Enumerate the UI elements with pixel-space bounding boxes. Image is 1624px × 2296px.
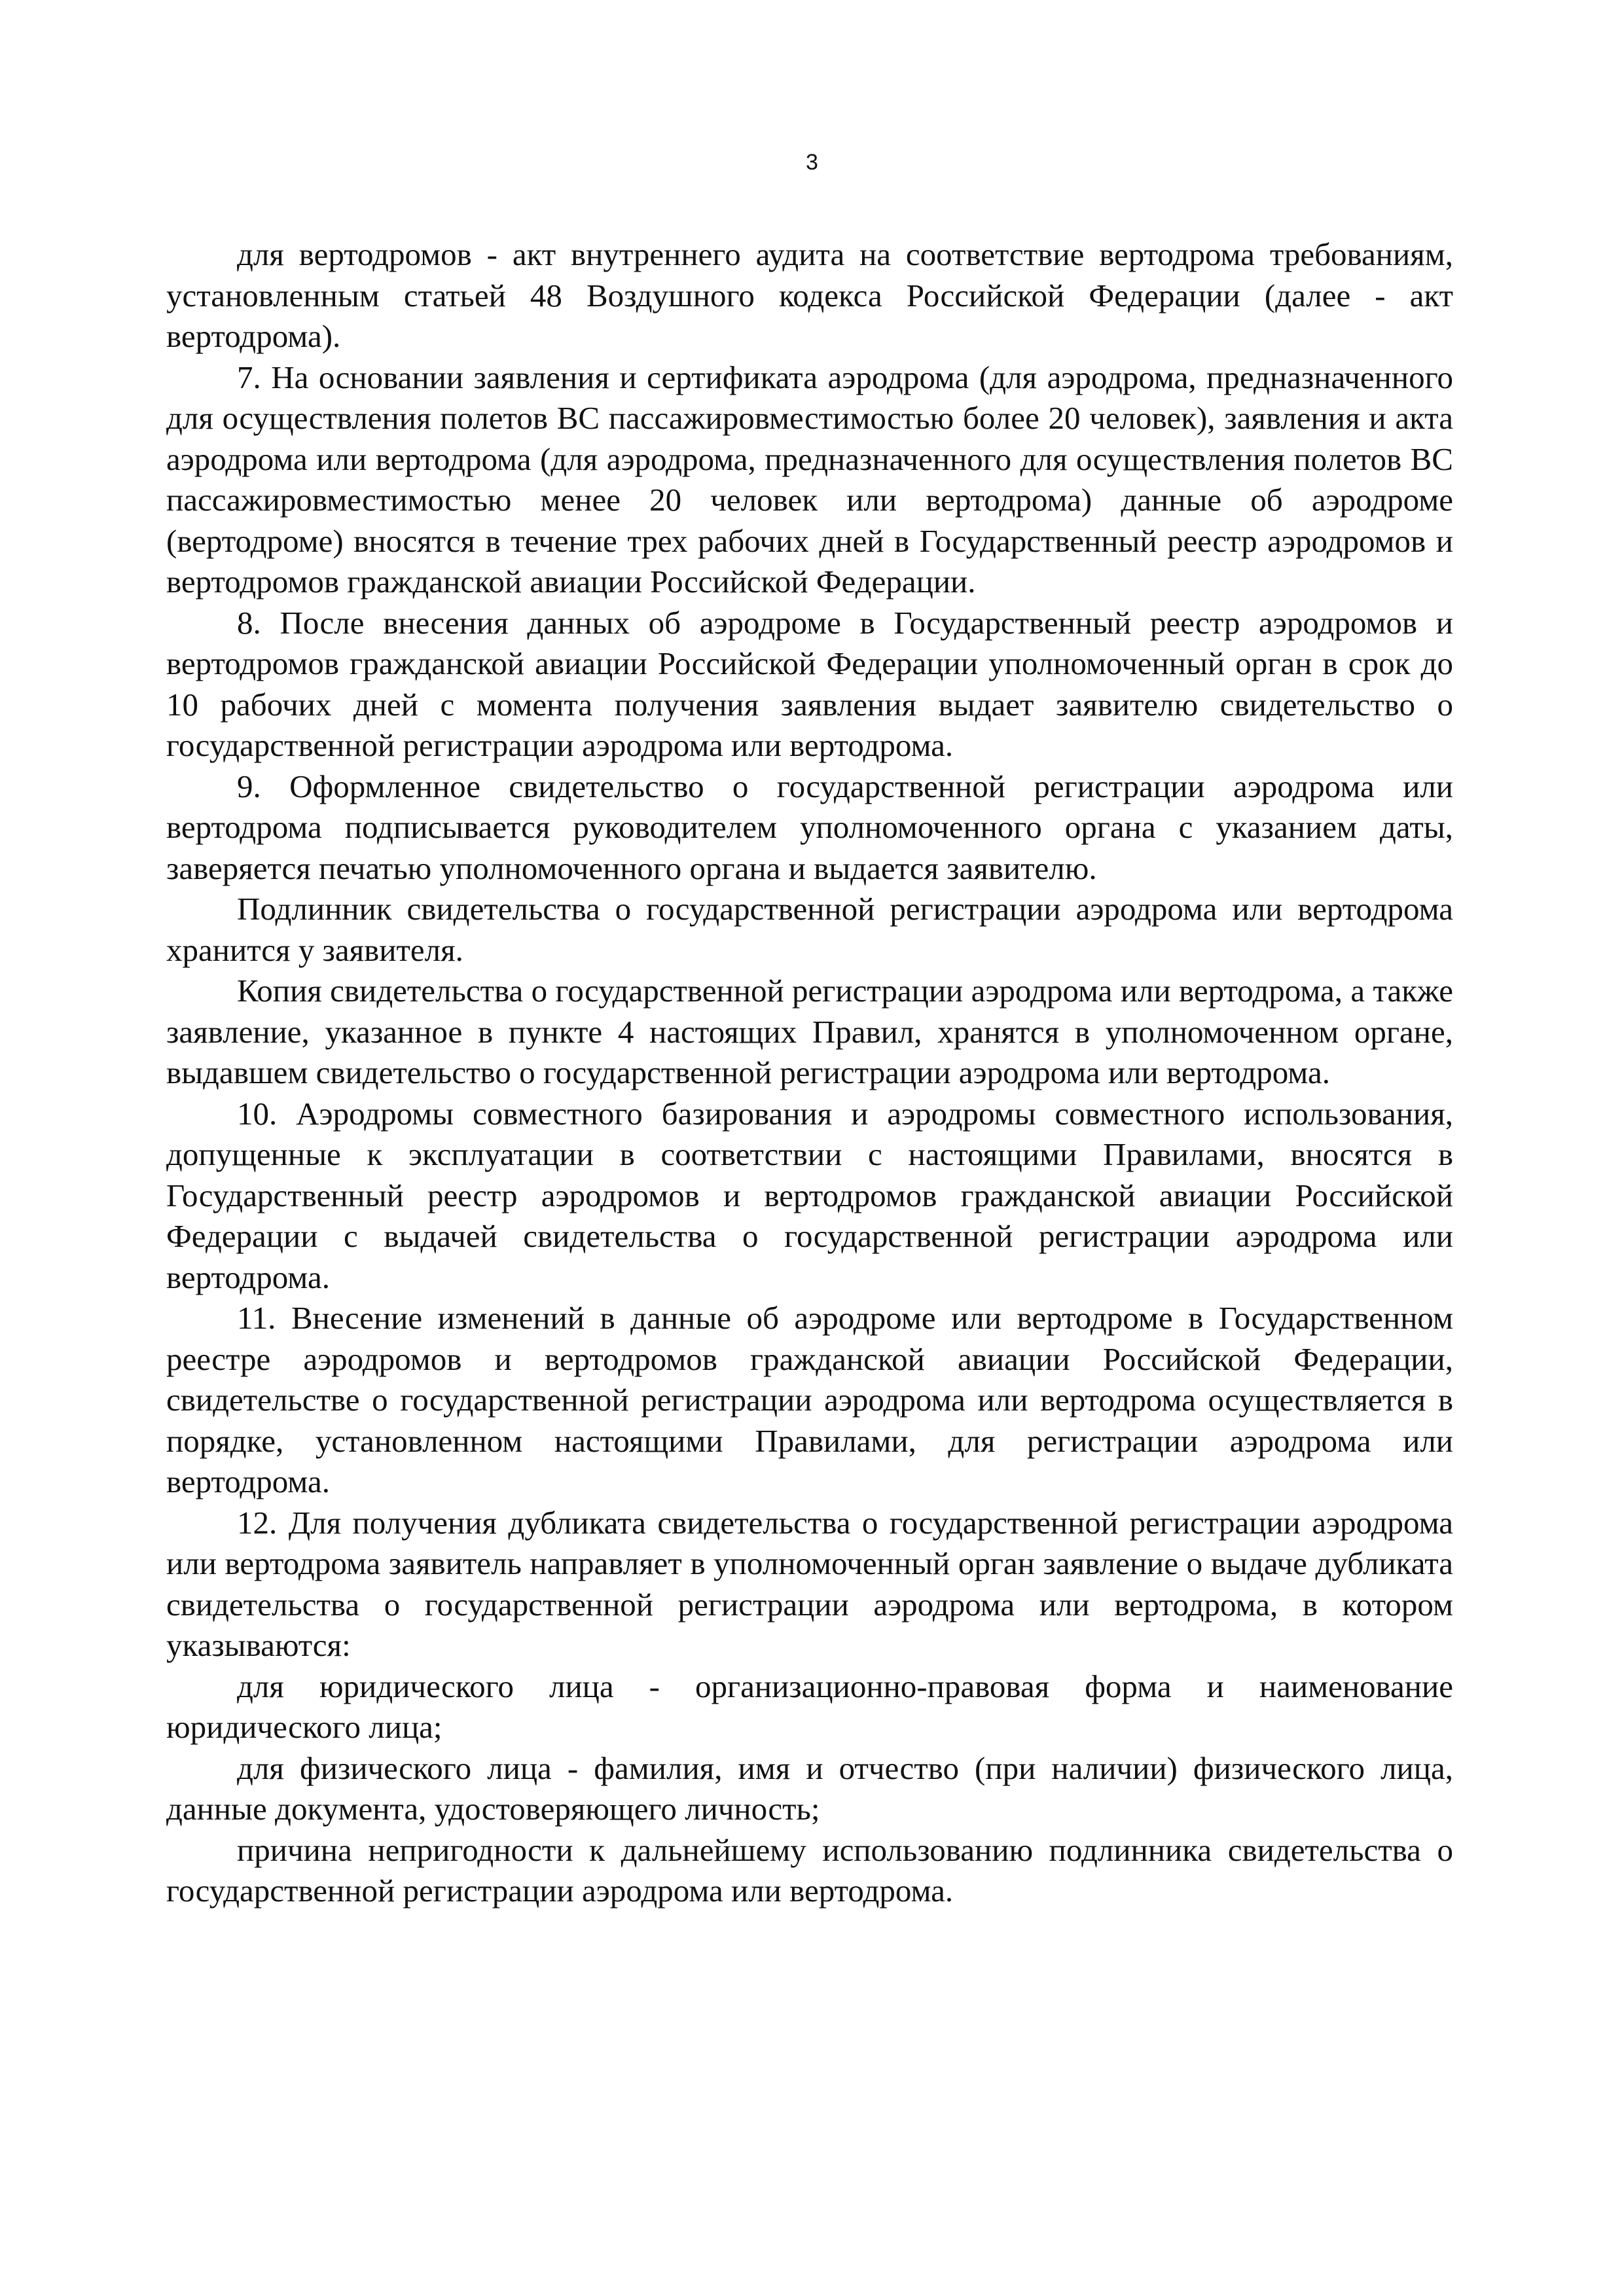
paragraph-item-11: 11. Внесение изменений в данные об аэродроме или вертодроме в Государственном реестре аэродромов и вертодромов гражданской авиации Российской Федерации, свидетельстве о государственной регистрации аэродрома или вертодрома осуществляется в порядке, установленном настоящими Правилами, для регистрации аэродрома или вертодрома. (166, 1300, 1453, 1499)
paragraph-item-12: 12. Для получения дубликата свидетельства о государственной регистрации аэродрома или вертодрома заявитель направляет в уполномоченный орган заявление о выдаче дубликата свидетельства о государственной регистрации аэродрома или вертодрома, в котором указываются: (166, 1504, 1453, 1663)
page-number: 3 (806, 150, 818, 175)
paragraph-certificate-copy: Копия свидетельства о государственной регистрации аэродрома или вертодрома, а также заявление, указанное в пункте 4 настоящих Правил, хранятся в уполномоченном органе, выдавшем свидетельство о государственной регистрации аэродрома или вертодрома. (166, 973, 1453, 1090)
paragraph-item-7: 7. На основании заявления и сертификата аэродрома (для аэродрома, предназначенного для осуществления полетов ВС пассажировместимостью более 20 человек), заявления и акта аэродрома или вертодрома (для аэродрома, предназначенного для осуществления полетов ВС пассажировместимостью менее 20 человек или вертодрома) данные об аэродроме (вертодроме) вносятся в течение трех рабочих дней в Государственный реестр аэродромов и вертодромов гражданской авиации Российской Федерации. (166, 359, 1453, 600)
document-body (166, 234, 1453, 1912)
paragraph-item-9: 9. Оформленное свидетельство о государственной регистрации аэродрома или вертодрома подписывается руководителем уполномоченного органа с указанием даты, заверяется печатью уполномоченного органа и выдается заявителю. (166, 768, 1453, 886)
paragraph-heliport-audit-act: для вертодромов - акт внутреннего аудита на соответствие вертодрома требованиям, установленным статьей 48 Воздушного кодекса Российской Федерации (далее - акт вертодрома). (166, 236, 1453, 354)
paragraph-unfitness-reason: причина непригодности к дальнейшему использованию подлинника свидетельства о государственной регистрации аэродрома или вертодрома. (166, 1831, 1453, 1909)
paragraph-individual: для физического лица - фамилия, имя и отчество (при наличии) физического лица, данные документа, удостоверяющего личность; (166, 1749, 1453, 1827)
paragraph-item-8: 8. После внесения данных об аэродроме в Государственный реестр аэродромов и вертодромов гражданской авиации Российской Федерации уполномоченный орган в срок до 10 рабочих дней с момента получения заявления выдает заявителю свидетельство о государственной регистрации аэродрома или вертодрома. (166, 604, 1453, 763)
paragraph-legal-entity: для юридического лица - организационно-правовая форма и наименование юридического лица; (166, 1668, 1453, 1745)
paragraph-item-10: 10. Аэродромы совместного базирования и аэродромы совместного использования, допущенные к эксплуатации в соответствии с настоящими Правилами, вносятся в Государственный реестр аэродромов и вертодромов гражданской авиации Российской Федерации с выдачей свидетельства о государственной регистрации аэродрома или вертодрома. (166, 1095, 1453, 1295)
paragraph-original-certificate: Подлинник свидетельства о государственной регистрации аэродрома или вертодрома хранится у заявителя. (166, 891, 1453, 968)
